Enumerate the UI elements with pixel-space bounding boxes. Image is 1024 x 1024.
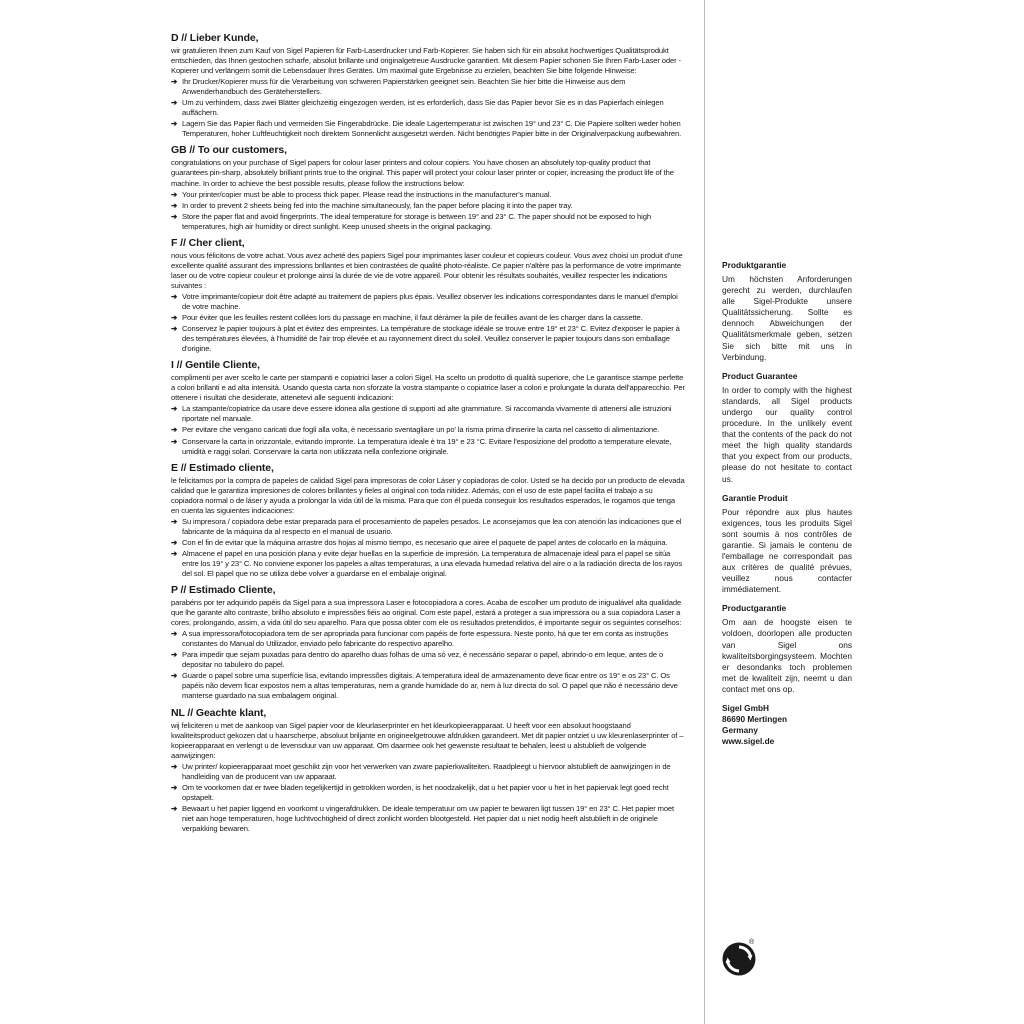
section-heading: NL // Geachte klant, <box>171 706 267 719</box>
section-heading: GB // To our customers, <box>171 144 287 157</box>
bullet-list <box>171 517 685 579</box>
company-country: Germany <box>722 725 758 736</box>
section-intro: wir gratulieren Ihnen zum Kauf von Sigel Papieren für Farb-Laserdrucker und Farb-Kopierer. Sie haben sich für ein absolut hochwertiges Qualitätsprodukt entschieden, das Ihnen gestochen scharfe, absolut brillante und originalgetreue Ausdrucke garantiert. Mit diesem Papier schonen Sie Ihren Farb-Laser oder -Kopierer und verlängern somit die Lebensdauer Ihres Gerätes. Um maximal gute Ergebnisse zu erzielen, beachten Sie bitte folgende Hinweise: <box>171 46 681 76</box>
section-intro: wij feliciteren u met de aankoop van Sigel papier voor de kleurlaserprinter en het kleurkopieerapparaat. U heeft voor een absoluut hoogstaand kwaliteitsproduct gekozen dat u haarscherpe, absoluut briljante en origineelgetrouwe afdrukken garandeert. Met dit papier ontziet u uw kleurenlaserprinter of –kopieerapparaat en verlengt u de levensduur van uw apparaat. Om daarmee ook het gewenste resultaat te behalen, leest u alstublieft de volgende aanwijzingen: <box>171 720 684 760</box>
guarantee-title: Produktgarantie <box>722 260 787 270</box>
list-item: ➔ Lagern Sie das Papier flach und vermeiden Sie Fingerabdrücke. Die ideale Lagertemperatur ist zwischen 19° und 23° C. Die Papiere sollten weder hohen Temperaturen, hoher Luftfeuchtigkeit noch direktem Sonnenlicht ausgesetzt werden. Nicht benötigtes Papier bitte in der Originalverpackung aufbewahren. <box>171 119 682 139</box>
arrow-icon: ➔ <box>171 313 178 323</box>
section-heading: D // Lieber Kunde, <box>171 32 259 44</box>
arrow-icon: ➔ <box>171 671 178 681</box>
section-de <box>171 32 685 139</box>
arrow-icon: ➔ <box>171 211 178 221</box>
company-name: Sigel GmbH <box>722 703 770 713</box>
guarantee-text: Om aan de hoogste eisen te voldoen, doorlopen alle producten van Sigel ons kwaliteitsborgingsysteem. Mochten er desondanks toch problemen met de kwaliteit zijn, neemt u dan contact met ons op. <box>722 617 852 694</box>
guarantee-sidebar <box>722 260 852 747</box>
list-item: ➔ Su impresora / copiadora debe estar preparada para el procesamiento de papeles pesados. Le aconsejamos que lea con atención las indicaciones que el fabricante de la máquina da al respecto en el manual de usuario. <box>171 516 682 536</box>
arrow-icon: ➔ <box>171 119 178 129</box>
list-item: ➔ Uw printer/ kopieerapparaat moet geschikt zijn voor het verwerken van zware papierkwaliteiten. Raadpleegt u hiervoor alstublieft de aanwijzingen in de handleiding van de producent van uw apparaat. <box>171 761 671 781</box>
list-item: ➔ Conservez le papier toujours à plat et évitez des empreintes. La température de stockage idéale se trouve entre 19° et 23° C. Evitez d'exposer le papier à des températures élevées, à l'humidité de l'air trop élevée et au rayonnement direct du soleil. Veuillez conserver le papier toujours dans son emballage d'origine. <box>171 324 680 354</box>
guarantee-text: Pour répondre aux plus hautes exigences, tous les produits Sigel sont soumis à nos contrôles de garantie. Si jamais le contenu de l'emballage ne correspondait pas aux critères de qualité prévues, veuillez nous contacter immédiatement. <box>722 506 852 595</box>
section-nl <box>171 707 685 835</box>
arrow-icon: ➔ <box>171 98 178 108</box>
list-item: ➔ A sua impressora/fotocopiadora tem de ser apropriada para funcionar com papéis de forte espessura. Neste ponto, há que ter em conta as instruções constantes do Manual do Utilizador, enviado pelo fabricante do respectivo aparelho. <box>171 629 669 649</box>
arrow-icon: ➔ <box>171 803 178 813</box>
section-intro: congratulations on your purchase of Sigel papers for colour laser printers and colour copiers. You have chosen an absolutely top-quality product that guarantees pin-sharp, absolutely brilliant prints true to the original. This paper will protect your colour laser printer or copier, increasing the product life of the machine. In order to achieve the best possible results, please follow the instructions below: <box>171 158 674 188</box>
guarantee-title: Product Guarantee <box>722 370 798 381</box>
list-item: ➔ Almacene el papel en una posición plana y evite dejar huellas en la superficie de impresión. La temperatura de almacenaje ideal para el papel se sitúa entre los 19° y 23° C. No conviene exponer los papeles a altas temperaturas, a una elevada humedad relativa del aire o a la radiación directa de los rayos del sol. El papel que no se utiliza debe volver a guardarse en el embalaje original. <box>171 548 683 579</box>
list-item: ➔ Votre imprimante/copieur doit être adapté au traitement de papiers plus épais. Veuillez observer les indications correspondantes dans le manuel d'emploi de votre machine. <box>171 291 678 311</box>
list-item: ➔ Store the paper flat and avoid fingerprints. The ideal temperature for storage is between 19° and 23° C. The paper should not be exposed to high temperatures, high air humidity or direct sunlight. Keep unused sheets in the original packaging. <box>171 211 651 231</box>
section-intro: le felicitamos por la compra de papeles de calidad Sigel para impresoras de color Láser y copiadoras de color. Usted se ha decido por un producto de elevada calidad que le garantiza impresiones de colores brillantes y fieles al original con toda nitidez. Además, con el uso de este papel facilita el trabajo a su copiadora normal o de láser y ayuda a prolongar la vida útil de la misma. Para que con él pueda conseguir los resultados esperados, le rogamos que tenga en cuenta las siguientes indicaciones: <box>171 475 685 515</box>
list-item: ➔ Um zu verhindern, dass zwei Blätter gleichzeitig eingezogen werden, ist es erforderlich, dass Sie das Papier bevor Sie es in das Papierfach einlegen auffächern. <box>171 98 664 118</box>
section-pt <box>171 584 685 701</box>
bullet-list <box>171 762 685 834</box>
list-item: ➔ In order to prevent 2 sheets being fed into the machine simultaneously, fan the paper before placing it into the paper tray. <box>171 200 573 210</box>
company-website: www.sigel.de <box>722 736 775 747</box>
arrow-icon: ➔ <box>171 436 178 446</box>
bullet-list <box>171 404 685 456</box>
arrow-icon: ➔ <box>171 650 178 660</box>
section-gb <box>171 144 685 231</box>
list-item: ➔ Your printer/copier must be able to process thick paper. Please read the instructions in the manufacturer's manual. <box>171 189 552 199</box>
section-intro: nous vous félicitons de votre achat. Vous avez acheté des papiers Sigel pour imprimantes laser couleur et copieurs couleur. Vous avez choisi un produit d'une excellente qualité assurant des impressions brillantes et bien contrastées de qualité photo-réaliste. Ce papier n'altère pas la performance de votre imprimante laser ou de votre copieur couleur et prolonge ainsi la durée de vie de votre appareil. Pour obtenir les résultats souhaités, veuillez respecter les indications suivantes : <box>171 250 683 290</box>
section-fr <box>171 237 685 354</box>
bullet-list <box>171 190 685 232</box>
bullet-list <box>171 629 685 701</box>
list-item: ➔ Para impedir que sejam puxadas para dentro do aparelho duas folhas de uma só vez, é necessário separar o papel, abrindo-o em leque, antes de o depositar no tabuleiro do papel. <box>171 650 664 670</box>
guarantee-text: Um höchsten Anforderungen gerecht zu werden, durchlaufen alle Sigel-Produkte unsere Qualitätssicherung. Sollte es dennoch Abweichungen der Qualitätsmerkmale geben, setzen Sie sich bitte mit uns in Verbindung. <box>722 274 852 362</box>
arrow-icon: ➔ <box>171 291 178 301</box>
guarantee-gb <box>722 371 852 485</box>
instructions-column <box>171 32 685 839</box>
arrow-icon: ➔ <box>171 189 178 199</box>
company-address <box>722 703 852 747</box>
list-item: ➔ Pour éviter que les feuilles restent collées lors du passage en machine, il faut dérámer la pile de feuilles avant de les charger dans la cassette. <box>171 313 643 323</box>
list-item: ➔ Conservare la carta in orizzontale, evitando impronte. La temperatura ideale è tra 19° e 23 °C. Evitare l'esposizione del prodotto a temperature elevate, umidità e raggi solari. Conservare la carta non utilizzata nella confezione originale. <box>171 436 672 456</box>
section-heading: P // Estimado Cliente, <box>171 584 276 597</box>
list-item: ➔ Ihr Drucker/Kopierer muss für die Verarbeitung von schweren Papierstärken geeignet sein. Beachten Sie hier bitte die Hinweise aus dem Anwenderhandbuch des Geräteherstellers. <box>171 77 626 97</box>
list-item: ➔ Con el fin de evitar que la máquina arrastre dos hojas al mismo tiempo, es necesario que airee el paquete de papel antes de colocarlo en la máquina. <box>171 537 668 547</box>
bullet-list <box>171 77 685 139</box>
column-divider <box>704 0 705 1024</box>
registered-mark: ® <box>749 939 755 946</box>
section-heading: I // Gentile Cliente, <box>171 359 260 372</box>
arrow-icon: ➔ <box>171 782 178 792</box>
bullet-list <box>171 292 685 354</box>
list-item: ➔ Om te voorkomen dat er twee bladen tegelijkertijd in getrokken worden, is het noodzakelijk, dat u het papier voor u het in het papiervak legt goed recht opstapelt. <box>171 782 669 802</box>
section-heading: F // Cher client, <box>171 236 245 249</box>
section-it <box>171 359 685 456</box>
arrow-icon: ➔ <box>171 425 178 435</box>
list-item: ➔ Guarde o papel sobre uma superfície lisa, evitando impressões digitais. A temperatura ideal de armazenamento deve ficar entre os 19° e os 23° C. Os papéis não devem ficar expostos nem a altas temperaturas, nem a grande humidade do ar, nem à luz directa do sol. O papel que não é necessário deve manterse guardado na sua embalagem original. <box>171 671 678 701</box>
arrow-icon: ➔ <box>171 77 178 87</box>
arrow-icon: ➔ <box>171 537 178 547</box>
arrow-icon: ➔ <box>171 324 178 334</box>
company-city: 86690 Mertingen <box>722 714 788 725</box>
arrow-icon: ➔ <box>171 200 178 210</box>
arrow-icon: ➔ <box>171 404 178 414</box>
guarantee-title: Garantie Produit <box>722 492 788 503</box>
section-intro: parabéns por ter adquirido papéis da Sigel para a sua impressora Laser e fotocopiadora a cores. Acaba de escolher um produto de inigualável alta qualidade que lhe garante alto contraste, brilho absoluto e impressões fiéis ao original. Com este papel, estará a proteger a sua impressora ou a sua copiadora Laser a cores, prolongando, assim, a vida útil do seu aparelho. Para que possa obter com ele os resultados pretendidos, é importante seguir os seguintes conselhos: <box>171 598 682 628</box>
section-intro: complimenti per aver scelto le carte per stampanti e copiatrici laser a colori Sigel. Ha scelto un prodotto di qualità superiore, che Le garantisce stampe perfette a colori brillanti e ad alta intensità. Usando questa carta non sforzate la vostra stampante o copiatrice laser a colori e prolungate la durata dell'apparecchio. Per ottenere i risultati che desiderate, attenetevi alle seguenti indicazioni: <box>171 373 685 403</box>
arrow-icon: ➔ <box>171 516 178 526</box>
arrow-icon: ➔ <box>171 548 178 558</box>
guarantee-de <box>722 260 852 363</box>
list-item: ➔ La stampante/copiatrice da usare deve essere idonea alla gestione di supporti ad alte grammature. Si raccomanda vivamente di attenersi alle istruzioni riportate nel manuale. <box>171 404 672 424</box>
guarantee-text: In order to comply with the highest standards, all Sigel products undergo our quality control procedure. In the unlikely event that the contents of the pack do not meet the high quality standards that you expect from our products, please do not hesitate to contact us. <box>722 384 852 484</box>
arrow-icon: ➔ <box>171 761 178 771</box>
list-item: ➔ Bewaart u het papier liggend en voorkomt u vingerafdrukken. De ideale temperatuur om uw papier te bewaren ligt tussen 19° en 23° C. Het papier moet niet aan hoge temperaturen, hoge luchtvochtigheid of direct zonlicht worden blootgesteld. Het papier dat u niet nodig heeft alstublieft in de originele verpakking bewaren. <box>171 803 675 833</box>
guarantee-fr <box>722 493 852 596</box>
section-es <box>171 462 685 579</box>
list-item: ➔ Per evitare che vengano caricati due fogli alla volta, è necessario sventagliare un po' la risma prima d'inserire la carta nel cassetto di alimentazione. <box>171 425 660 435</box>
section-heading: E // Estimado cliente, <box>171 461 274 474</box>
guarantee-title: Productgarantie <box>722 603 787 614</box>
guarantee-nl <box>722 603 852 695</box>
arrow-icon: ➔ <box>171 629 178 639</box>
